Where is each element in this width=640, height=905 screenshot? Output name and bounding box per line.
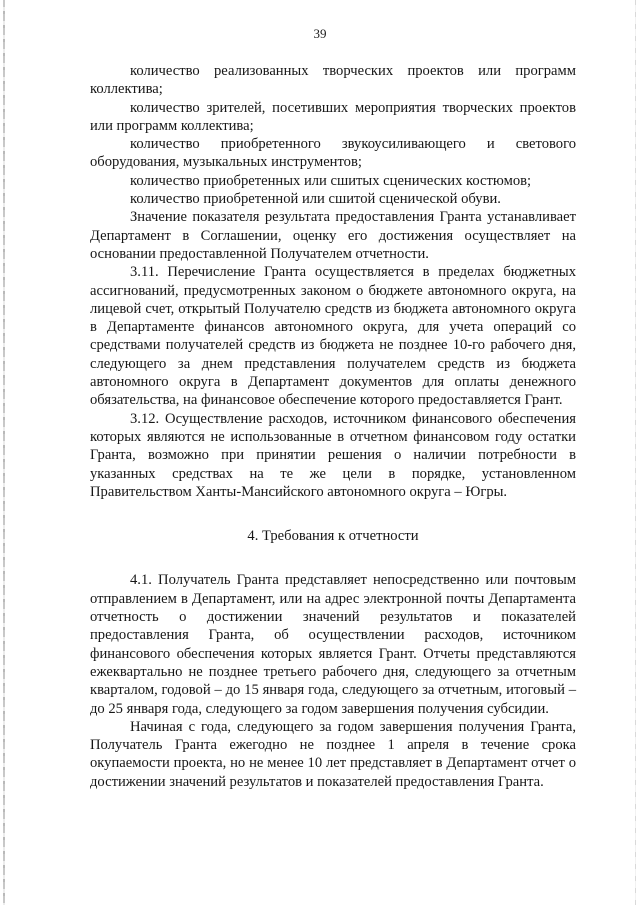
paragraph-metric-visitors: количество зрителей, посетивших мероприятия творческих проектов или программ коллектива; (90, 99, 576, 134)
paragraph-result-value: Значение показателя результата предоставления Гранта устанавливает Департамент в Соглашении, оценку его достижения осуществляет на основании предоставленной Получателем отчетности. (90, 209, 576, 262)
paragraph-3-11: 3.11. Перечисление Гранта осуществляется в пределах бюджетных ассигнований, предусмотренных законом о бюджете автономного округа, на лицевой счет, открытый Получателю средств из бюджета автономного округа в Департаменте финансов автономного округа, для учета операций со средствами получателей средств из бюджета не позднее 10-го рабочего дня, следующего за днем представления получателем средств из бюджета автономного округа в Департамент документов для оплаты денежного обязательства, на финансовое обеспечение которого предоставляется Грант. (90, 264, 576, 409)
paragraph-annual-report: Начиная с года, следующего за годом завершения получения Гранта, Получатель Гранта ежегодно не позднее 1 апреля в течение срока окупаемости проекта, но не менее 10 лет представляет в Департамент отчет о достижении значений результатов и показателей предоставления Гранта. (90, 718, 576, 790)
paragraph-metric-costumes: количество приобретенных или сшитых сценических костюмов; (130, 172, 532, 189)
document-body (90, 62, 576, 791)
scan-edge-left (3, 0, 5, 905)
paragraph-4-1: 4.1. Получатель Гранта представляет непосредственно или почтовым отправлением в Департамент, или на адрес электронной почты Департамента отчетность о достижении значений результатов и показателей предоставления Гранта, об осуществлении расходов, источником финансового обеспечения которых является Грант. Отчеты представляются ежеквартально не позднее третьего рабочего дня, следующего за отчетным кварталом, годовой – до 15 января года, следующего за отчетным, итоговый – до 25 января года, следующего за годом завершения получения субсидии. (90, 572, 576, 717)
scan-edge-right (635, 0, 636, 905)
paragraph-metric-footwear: количество приобретенной или сшитой сценической обуви. (130, 191, 501, 208)
page-number: 39 (313, 26, 327, 41)
paragraph-3-12: 3.12. Осуществление расходов, источником финансового обеспечения которых являются не использованные в отчетном финансовом году остатки Гранта, возможно при принятии решения о наличии потребности в указанных средствах на те же цели в порядке, установленном Правительством Ханты-Мансийского автономного округа – Югры. (90, 410, 576, 500)
paragraph-metric-equipment: количество приобретенного звукоусиливающего и светового оборудования, музыкальных инструментов; (90, 136, 576, 171)
paragraph-metric-projects: количество реализованных творческих проектов или программ коллектива; (90, 63, 576, 98)
section-heading: 4. Требования к отчетности (247, 528, 419, 545)
